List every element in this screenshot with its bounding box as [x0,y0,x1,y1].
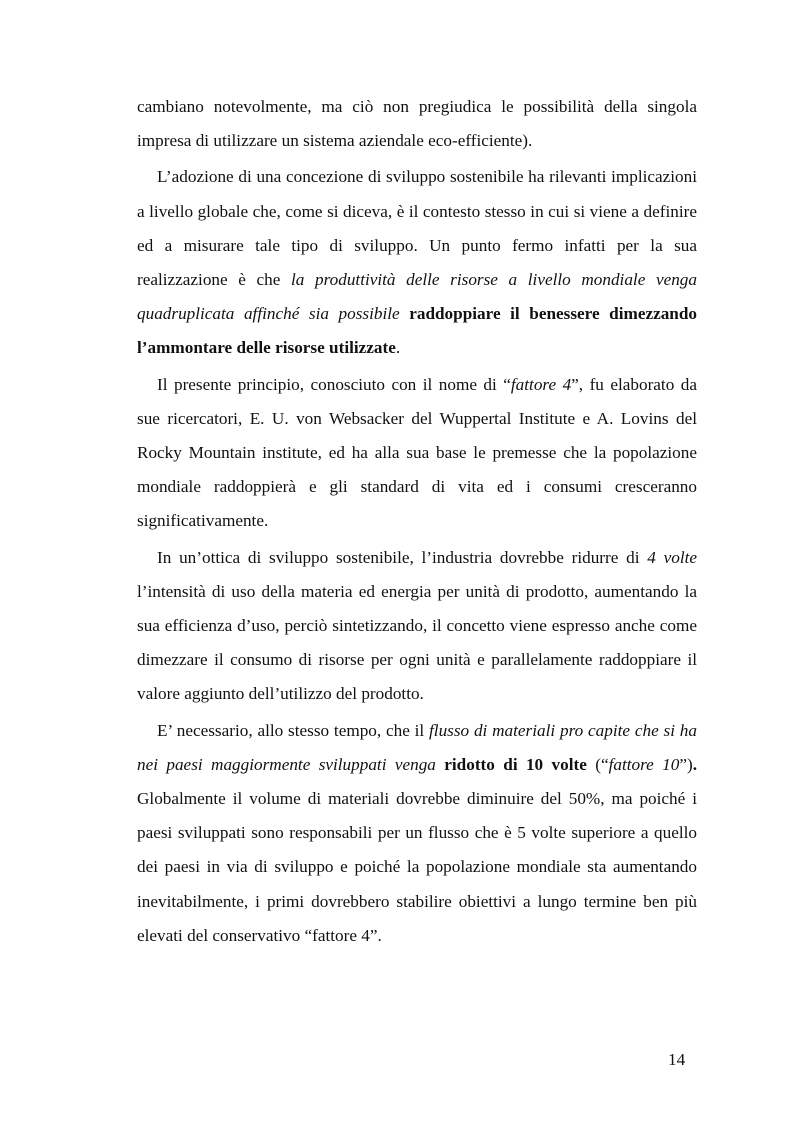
paragraph-5-run-1: E’ necessario, allo stesso tempo, che il [157,720,430,740]
paragraph-2-bold: raddoppiare il benessere dimezzando l’ammontare delle risorse utilizzate [137,304,698,358]
paragraph-5-open-quote: (“ [586,754,609,774]
paragraph-4-italic: 4 volte [647,547,697,567]
paragraph-5 [137,714,697,953]
paragraph-5-bold-1: ridotto di 10 volte [444,754,587,774]
paragraph-3 [137,368,697,539]
paragraph-2-space [400,304,410,323]
paragraph-5-close-quote: ”) [679,754,693,774]
document-body [137,90,697,953]
paragraph-2 [137,160,697,365]
paragraph-5-bold-period: . [692,754,697,774]
paragraph-1 [137,90,697,158]
paragraph-5-italic-1: flusso di materiali pro capite che si ha nei paesi maggiormente sviluppati venga [137,720,697,774]
paragraph-2-italic: la produttività delle risorse a livello mondiale venga quadruplicata affinché sia possibile [137,270,697,324]
paragraph-3-italic: fattore 4 [510,374,572,394]
paragraph-3-run-3: ”, fu elaborato da sue ricercatori, E. U. von Websacker del Wuppertal Institute e A. Lovins del Rocky Mountain institute, ed ha alla sua base le premesse che la popolazione mondiale raddoppierà e gli standard di vita ed i consumi cresceranno significativamente. [137,374,697,531]
paragraph-5-run-9: Globalmente il volume di materiali dovrebbe diminuire del 50%, ma poiché i paesi sviluppati sono responsabili per un flusso che è 5 volte superiore a quello dei paesi in via di sviluppo e poiché la popolazione mondiale sta aumentando inevitabilmente, i primi dovrebbero stabilire obiettivi a lungo termine ben più elevati del conservativo “fattore 4”. [137,789,697,945]
paragraph-2-period: . [395,338,401,358]
paragraph-4 [137,541,697,712]
paragraph-4-run-1: In un’ottica di sviluppo sostenibile, l’industria dovrebbe ridurre di [157,547,648,567]
paragraph-5-italic-2: fattore 10 [608,754,680,774]
paragraph-2-run-1: L’adozione di una concezione di sviluppo sostenibile ha rilevanti implicazioni a livello globale che, come si diceva, è il contesto stesso in cui si viene a definire ed a misurare tale tipo di sviluppo. Un punto fermo infatti per la sua realizzazione è che [137,167,697,290]
page-number: 14 [668,1050,686,1069]
paragraph-1-text: cambiano notevolmente, ma ciò non pregiudica le possibilità della singola impresa di utilizzare un sistema aziendale eco-efficiente). [137,97,697,151]
paragraph-4-run-3: l’intensità di uso della materia ed energia per unità di prodotto, aumentando la sua efficienza d’uso, perciò sintetizzando, il concetto viene espresso anche come dimezzare il consumo di risorse per ogni unità e parallelamente raddoppiare il valore aggiunto dell’utilizzo del prodotto. [137,581,697,704]
paragraph-3-run-1: Il presente principio, conosciuto con il nome di “ [157,374,511,394]
